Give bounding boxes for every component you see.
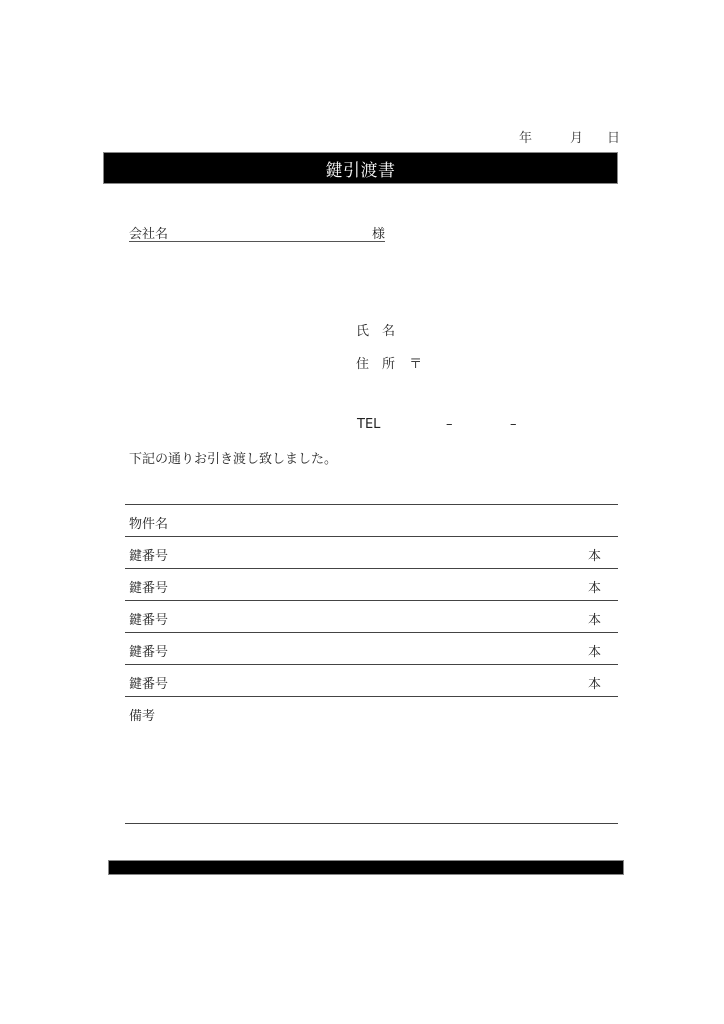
key-row[interactable]: [125, 664, 618, 696]
key-handover-table: [125, 504, 618, 824]
address-field[interactable]: [356, 353, 422, 372]
address-label: 住 所: [356, 357, 396, 372]
tel-separator-2: –: [510, 417, 517, 432]
day-label: 日: [607, 131, 621, 146]
document-title: 鍵引渡書: [325, 160, 396, 181]
key-row[interactable]: [125, 632, 618, 664]
honorific-label: 様: [371, 227, 385, 242]
handover-message: 下記の通りお引き渡し致しました。: [129, 452, 338, 467]
key-row[interactable]: [125, 568, 618, 600]
month-label: 月: [570, 131, 584, 146]
tel-separator-1: –: [446, 417, 453, 432]
key-row[interactable]: [125, 600, 618, 632]
name-label: 氏 名: [356, 324, 396, 339]
property-label: 物件名: [129, 517, 169, 532]
key-count-unit: 本: [587, 581, 601, 596]
company-name-field[interactable]: [129, 223, 385, 242]
key-count-unit: 本: [587, 677, 601, 692]
remarks-label: 備考: [129, 709, 156, 724]
postal-mark: 〒: [409, 357, 423, 372]
remarks-row[interactable]: [125, 696, 618, 824]
year-label: 年: [519, 131, 533, 146]
title-bar: [103, 152, 618, 184]
name-field[interactable]: [356, 320, 395, 339]
key-count-unit: 本: [587, 613, 601, 628]
key-number-label: 鍵番号: [129, 549, 169, 564]
property-row[interactable]: [125, 504, 618, 536]
company-name-label: 会社名: [129, 227, 169, 242]
key-count-unit: 本: [587, 645, 601, 660]
key-number-label: 鍵番号: [129, 645, 169, 660]
footer-bar: [108, 860, 624, 875]
key-number-label: 鍵番号: [129, 613, 169, 628]
key-row[interactable]: [125, 536, 618, 568]
tel-field[interactable]: [357, 417, 527, 435]
key-number-label: 鍵番号: [129, 581, 169, 596]
key-number-label: 鍵番号: [129, 677, 169, 692]
tel-label: TEL: [357, 417, 381, 432]
key-count-unit: 本: [587, 549, 601, 564]
